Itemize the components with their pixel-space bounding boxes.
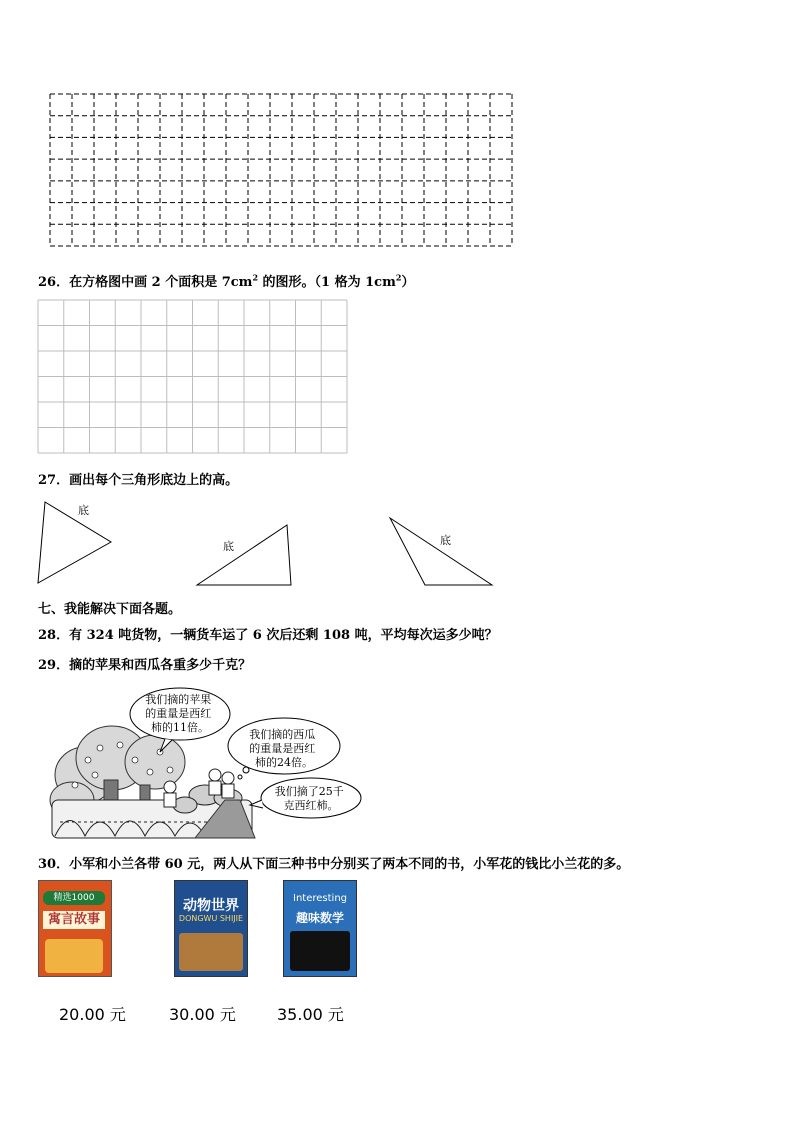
svg-text:我们摘的西瓜 的重量是西红 柿的24倍。	[249, 727, 319, 769]
question-text-c: ）	[401, 275, 415, 290]
bubble-2-line-3: 柿的24倍。	[255, 756, 313, 769]
question-text-b: 的图形。（1 格为 1cm	[258, 275, 396, 290]
question-number: 27．	[38, 473, 70, 488]
bubble-2-line-1: 我们摘的西瓜	[249, 728, 316, 741]
book-cover-animals[interactable]	[174, 880, 248, 977]
question-text: 有 324 吨货物，一辆货车运了 6 次后还剩 108 吨，平均每次运多少吨？	[69, 628, 498, 643]
book-title: 动物世界	[183, 898, 239, 914]
book-badge: 精选1000	[43, 891, 105, 905]
book-illustration	[290, 931, 350, 971]
price-animals: 30.00 元	[169, 1005, 236, 1024]
question-text: 小军和小兰各带 60 元，两人从下面三种书中分别买了两本不同的书，小军花的钱比小兰花的多。	[69, 857, 630, 872]
question-number: 26．	[38, 275, 70, 290]
question-number: 28．	[38, 628, 70, 643]
bubble-2-line-2: 的重量是西红	[249, 742, 316, 755]
price-fables: 20.00 元	[59, 1005, 126, 1024]
bubble-1-line-2: 的重量是西红	[145, 707, 212, 720]
book-illustration	[45, 939, 103, 973]
book-subtitle: DONGWU SHIJIE	[178, 914, 244, 923]
lion-illustration	[179, 933, 243, 971]
superscript: 2	[252, 272, 259, 283]
superscript-b: 2	[395, 272, 402, 283]
question-text: 摘的苹果和西瓜各重多少千克？	[69, 658, 252, 673]
bubble-3-line-2: 克西红柿。	[283, 799, 339, 812]
base-label-1: 底	[78, 504, 89, 517]
bubble-1-line-1: 我们摘的苹果	[145, 693, 212, 706]
base-label-2: 底	[223, 540, 234, 553]
question-number: 30．	[38, 857, 70, 872]
bubble-1-line-3: 柿的11倍。	[151, 721, 209, 734]
book-cover-fables[interactable]	[38, 880, 112, 977]
book-title: 寓言故事	[43, 911, 105, 929]
base-label-3: 底	[440, 534, 451, 547]
section-heading: 七、我能解决下面各题。	[38, 602, 182, 617]
question-text: 画出每个三角形底边上的高。	[69, 473, 239, 488]
question-text: 在方格图中画 2 个面积是 7cm	[69, 275, 253, 290]
svg-text:我们摘的苹果 的重量是西红 柿的11倍。	[145, 692, 215, 734]
book-title: 趣味数学	[295, 911, 344, 925]
book-subtitle: Interesting	[293, 893, 347, 904]
price-math: 35.00 元	[277, 1005, 344, 1024]
bubble-3-line-1: 我们摘了25千	[274, 785, 344, 798]
question-30	[38, 853, 629, 872]
book-cover-math[interactable]	[283, 880, 357, 977]
speech-bubble-3	[261, 778, 361, 818]
question-number: 29．	[38, 658, 70, 673]
